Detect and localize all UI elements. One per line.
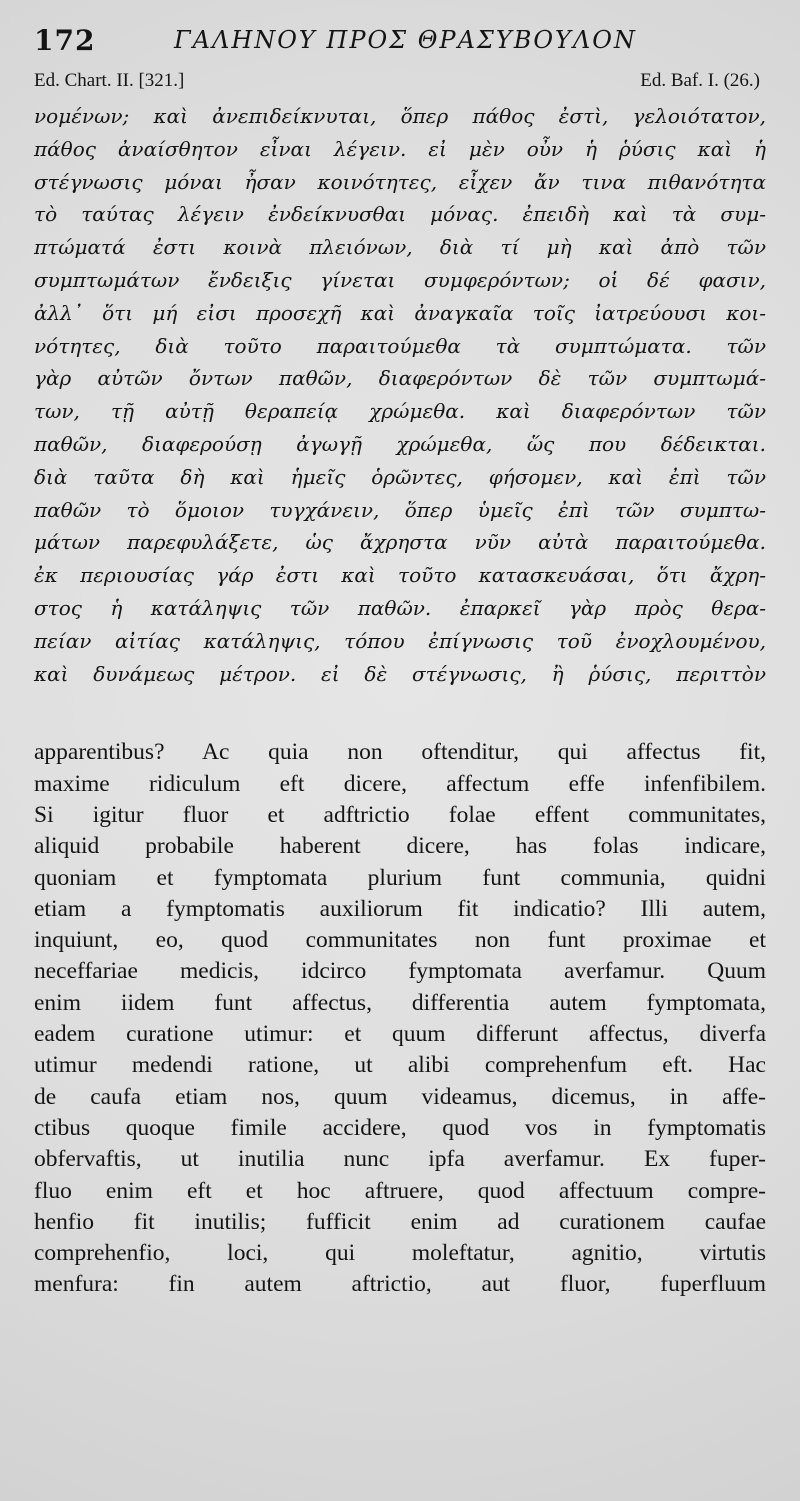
greek-line: πείαν αἰτίας κατάληψις, τόπου ἐπίγνωσις τοῦ ἐνοχλουμένου,	[34, 628, 766, 653]
latin-line: utimur medendi ratione, ut alibi comprehenfum eft. Hac	[34, 1052, 766, 1079]
latin-line: inquiunt, eo, quod communitates non funt proximae et	[34, 927, 766, 954]
latin-line: apparentibus? Ac quia non oftenditur, qui affectus fit,	[34, 739, 766, 766]
edition-reference-basel: Ed. Baf. I. (26.)	[640, 70, 760, 91]
latin-line: neceffariae medicis, idcirco fymptomata averfamur. Quum	[34, 958, 766, 985]
greek-text-block	[34, 100, 766, 690]
latin-line: menfura: fin autem aftrictio, aut fluor, fuperfluum	[34, 1271, 766, 1298]
latin-line: quoniam et fymptomata plurium funt communia, quidni	[34, 864, 766, 891]
latin-line: comprehenfio, loci, qui moleftatur, agnitio, virtutis	[34, 1240, 766, 1267]
greek-line: τὸ ταύτας λέγειν ἐνδείκνυσθαι μόνας. ἐπειδὴ καὶ τὰ συμ-	[34, 202, 766, 227]
greek-line: διὰ ταῦτα δὴ καὶ ἡμεῖς ὁρῶντες, φήσομεν, καὶ ἐπὶ τῶν	[34, 464, 766, 489]
greek-line: των, τῇ αὐτῇ θεραπείᾳ χρώμεθα. καὶ διαφερόντων τῶν	[34, 399, 766, 424]
greek-line: γὰρ αὐτῶν ὄντων παθῶν, διαφερόντων δὲ τῶν συμπτωμά-	[34, 366, 766, 391]
latin-line: etiam a fymptomatis auxiliorum fit indicatio? Illi autem,	[34, 895, 766, 922]
latin-line: henfio fit inutilis; fufficit enim ad curationem caufae	[34, 1208, 766, 1235]
latin-text-block	[34, 737, 766, 1300]
running-title: ΓΑΛΗΝΟΥ ΠΡΟΣ ΘΡΑΣΥΒΟΥΛΟΝ	[174, 26, 637, 54]
latin-line: Si igitur fluor et adftrictio folae effent communitates,	[34, 801, 766, 828]
greek-line: συμπτωμάτων ἔνδειξις γίνεται συμφερόντων; οἱ δέ φασιν,	[34, 267, 766, 292]
latin-line: obfervaftis, ut inutilia nunc ipfa averfamur. Ex fuper-	[34, 1146, 766, 1173]
column-gap	[34, 690, 766, 737]
greek-line: παθῶν, διαφερούσῃ ἀγωγῇ χρώμεθα, ὥς που δέδεικται.	[34, 431, 766, 456]
latin-line: aliquid probabile haberent dicere, has folas indicare,	[34, 833, 766, 860]
greek-line: πτώματά ἐστι κοινὰ πλειόνων, διὰ τί μὴ καὶ ἀπὸ τῶν	[34, 235, 766, 260]
latin-line: de caufa etiam nos, quum videamus, dicemus, in affe-	[34, 1083, 766, 1110]
edition-reference-chartier: Ed. Chart. II. [321.]	[34, 70, 185, 91]
latin-line: enim iidem funt affectus, differentia autem fymptomata,	[34, 989, 766, 1016]
greek-line: ἀλλ᾽ ὅτι μή εἰσι προσεχῆ καὶ ἀναγκαῖα τοῖς ἰατρεύουσι κοι-	[34, 300, 766, 325]
page-header	[34, 24, 766, 64]
greek-line: στος ἡ κατάληψις τῶν παθῶν. ἐπαρκεῖ γὰρ πρὸς θερα-	[34, 595, 766, 620]
edition-references	[34, 64, 766, 100]
greek-line: στέγνωσις μόναι ἦσαν κοινότητες, εἶχεν ἄν τινα πιθανότητα	[34, 169, 766, 194]
latin-line: ctibus quoque fimile accidere, quod vos in fymptomatis	[34, 1114, 766, 1141]
latin-line: eadem curatione utimur: et quum differunt affectus, diverfa	[34, 1021, 766, 1048]
greek-line: μάτων παρεφυλάξετε, ὡς ἄχρηστα νῦν αὐτὰ παραιτούμεθα.	[34, 530, 766, 555]
greek-line: νομένων; καὶ ἀνεπιδείκνυται, ὅπερ πάθος ἐστὶ, γελοιότατον,	[34, 104, 766, 128]
greek-line: καὶ δυνάμεως μέτρον. εἰ δὲ στέγνωσις, ἢ ῥύσις, περιττὸν	[34, 661, 766, 686]
latin-line: fluo enim eft et hoc aftruere, quod affectuum compre-	[34, 1177, 766, 1204]
greek-line: παθῶν τὸ ὅμοιον τυγχάνειν, ὅπερ ὑμεῖς ἐπὶ τῶν συμπτω-	[34, 497, 766, 522]
latin-line: maxime ridiculum eft dicere, affectum effe infenfibilem.	[34, 770, 766, 797]
greek-line: ἐκ περιουσίας γάρ ἐστι καὶ τοῦτο κατασκευάσαι, ὅτι ἄχρη-	[34, 563, 766, 588]
greek-line: πάθος ἀναίσθητον εἶναι λέγειν. εἰ μὲν οὖν ἡ ῥύσις καὶ ἡ	[34, 136, 766, 161]
greek-line: νότητες, διὰ τοῦτο παραιτούμεθα τὰ συμπτώματα. τῶν	[34, 333, 766, 358]
page-number: 172	[34, 24, 96, 57]
